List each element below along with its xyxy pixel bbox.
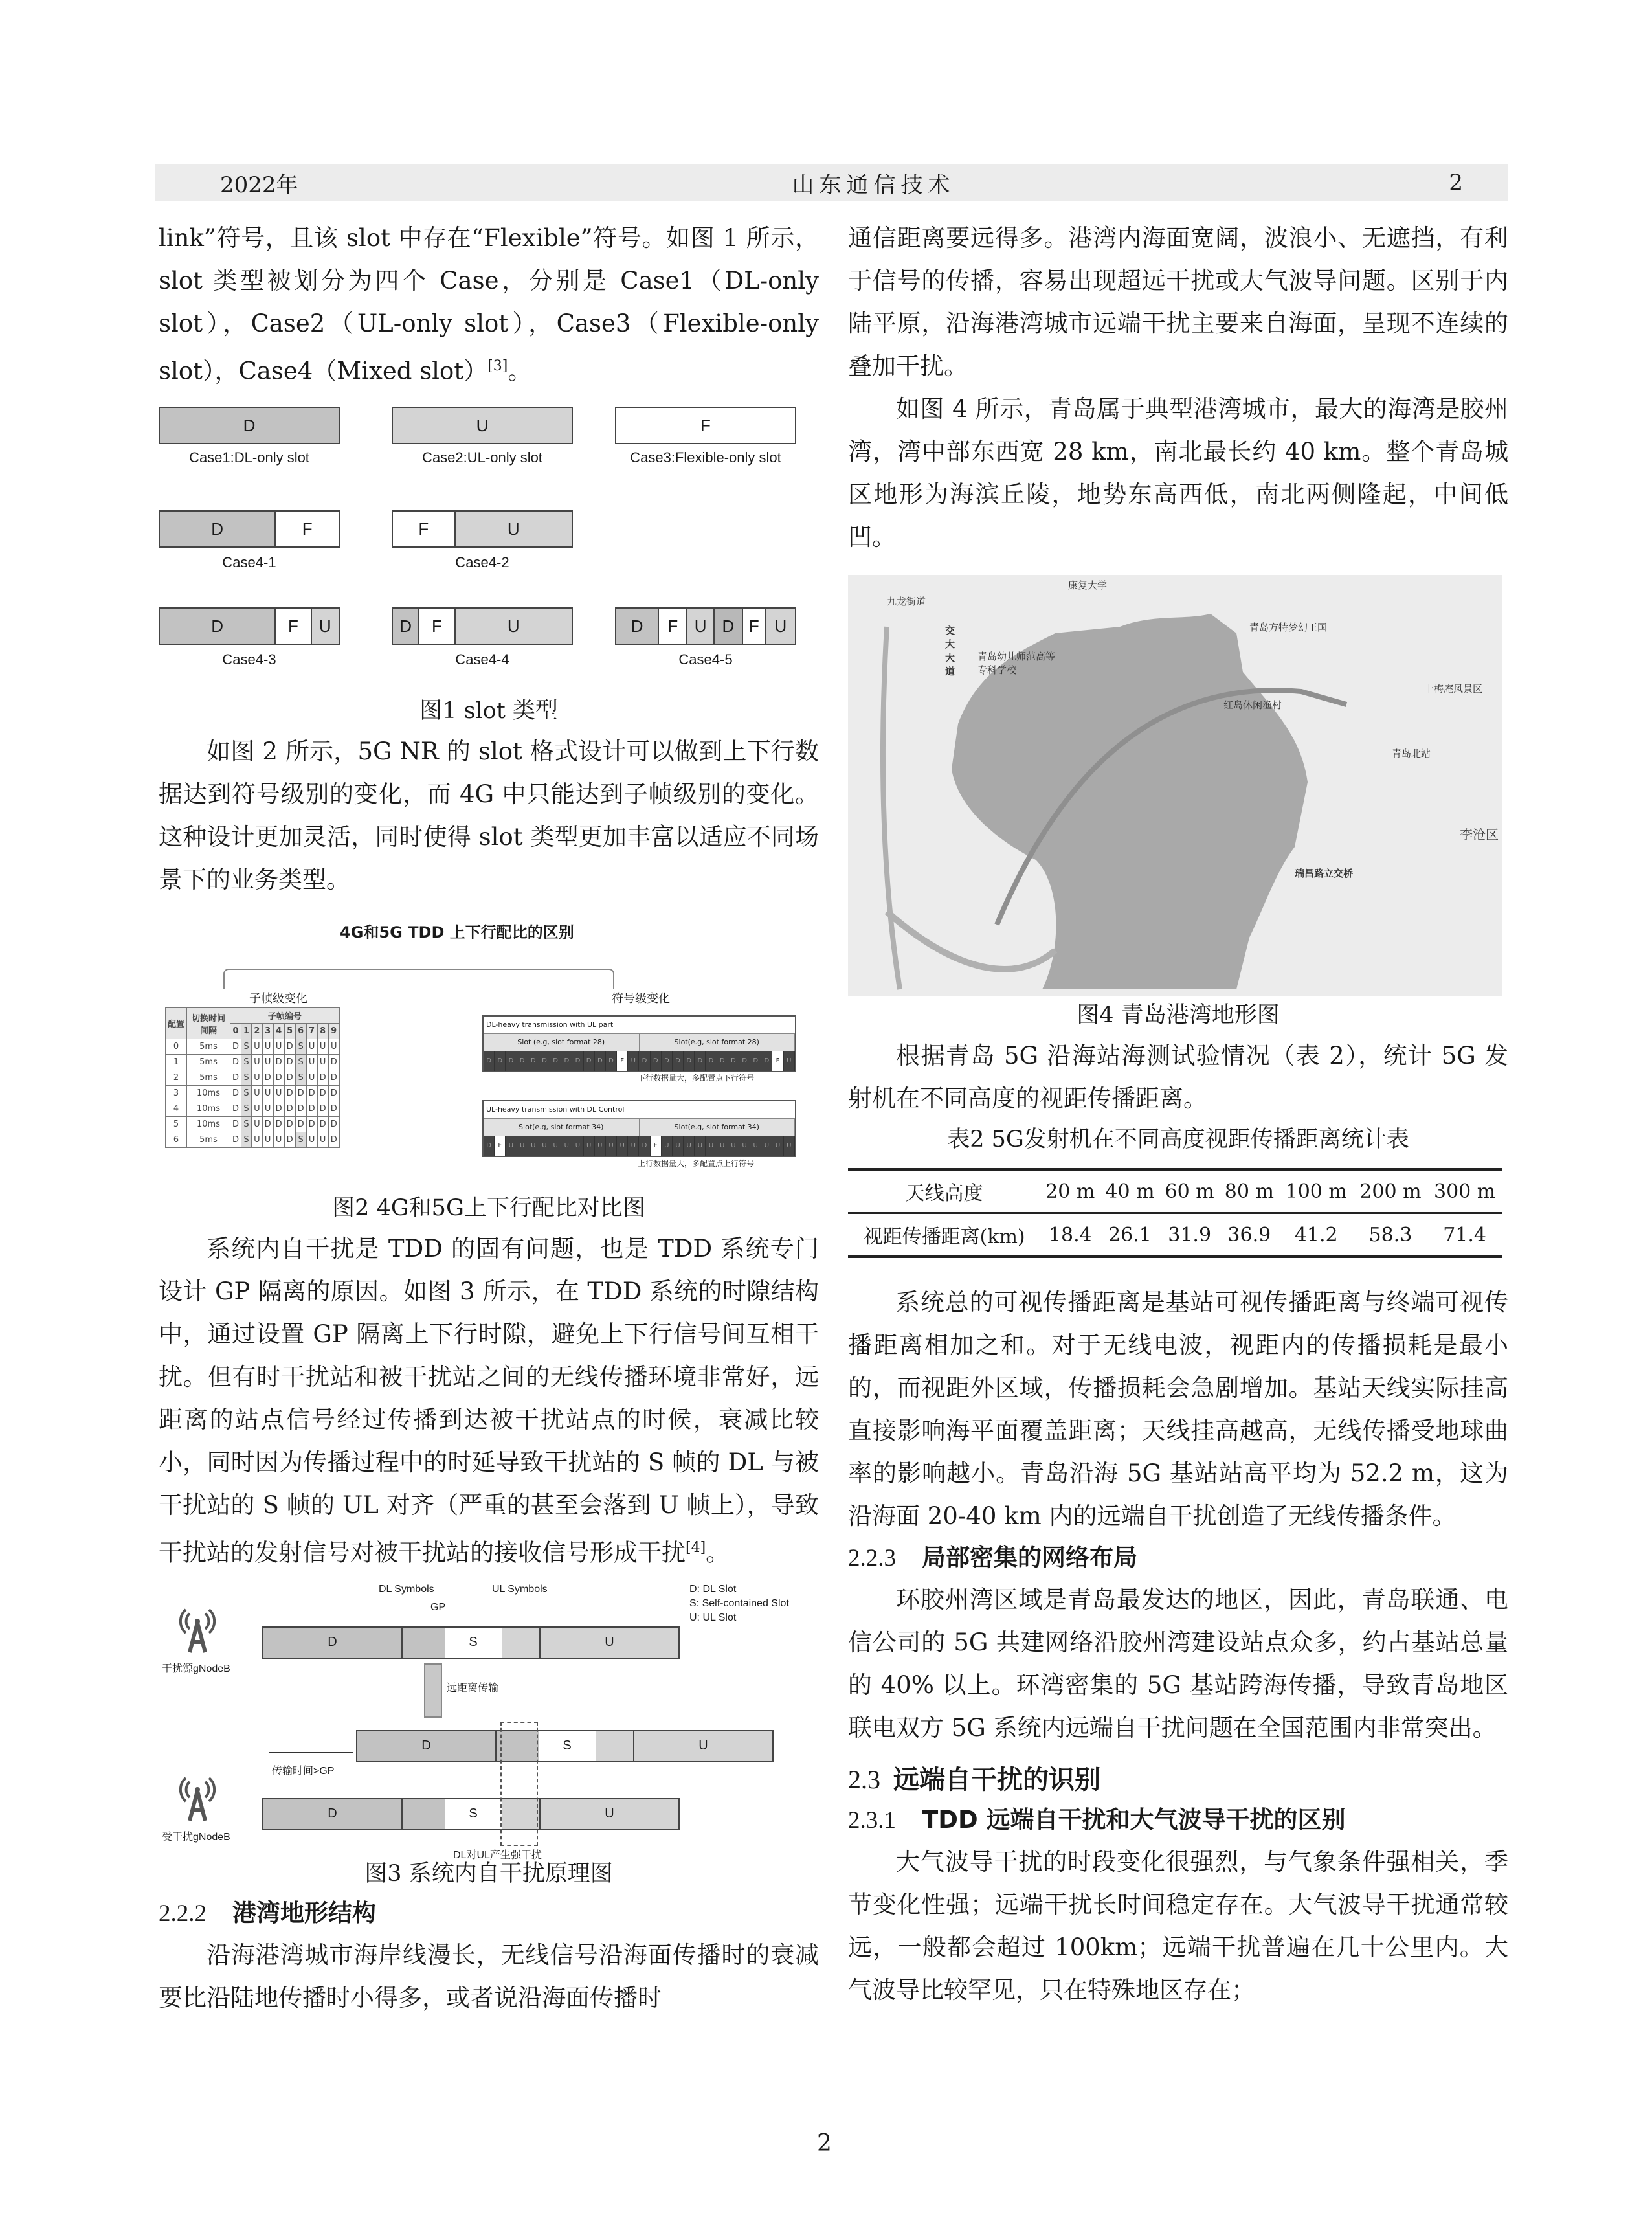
slot-case4-3-label: Case4-3 — [222, 651, 276, 668]
paragraph-self-interference: 系统内自干扰是 TDD 的固有问题，也是 TDD 系统专门设计 GP 隔离的原因。如图 3 所示，在 TDD 系统的时隙结构中，通过设置 GP 隔离上下行时隙，避免上下行信号间互相干扰。但有时干扰站和被干扰站之间的无线传播环境非常好，远距离的站点信号经过传播到达被干扰站点的时候，衰减比较小，同时因为传播过程中的时延导致干扰站的 S 帧的 DL 与被干扰站的 S 帧的 UL 对齐（严重的甚至会落到 U 帧上），导致干扰站的发射信号对被干扰站的接收信号形成干扰[4]。 — [159, 1235, 819, 1567]
paragraph-harbor-cont: 通信距离要远得多。港湾内海面宽阔，波浪小、无遮挡，有利于信号的传播，容易出现超远干扰或大气波导问题。区别于内陆平原，沿海港湾城市远端干扰主要来自海面，呈现不连续的叠加干扰。 — [848, 224, 1508, 380]
citation-4[interactable]: [4] — [686, 1540, 706, 1557]
delay-label: 传输时间>GP — [272, 1765, 335, 1777]
slot-case4-5: D F U D F U — [615, 607, 796, 645]
victim-gnodeb-label: 受干扰gNodeB — [162, 1831, 230, 1843]
ul-heavy-note: 上行数据量大，多配置点上行符号 — [638, 1159, 755, 1169]
long-distance-arrow — [424, 1663, 442, 1718]
table-2-los-distance — [848, 1168, 1502, 1258]
slot-case2: U — [392, 407, 573, 444]
aggressor-frame: D S U — [262, 1626, 680, 1659]
section-2-2-3-heading: 2.2.3 局部密集的网络布局 — [848, 1544, 1137, 1571]
paragraph-slot-cases: link”符号，且该 slot 中存在“Flexible”符号。如图 1 所示，slot 类型被划分为四个 Case，分别是 Case1（DL-only slot），Case2（UL-only slot），Case3（Flexible-only slot），Case4（Mixed slot）[3]。 — [159, 224, 819, 385]
delayed-frame: D S U — [356, 1730, 774, 1762]
aggressor-gnodeb-label: 干扰源gNodeB — [162, 1663, 230, 1674]
figure-2-tdd-ratio — [159, 917, 819, 1189]
paragraph-slot-format: 如图 2 所示，5G NR 的 slot 格式设计可以做到上下行数据达到符号级别的变化，而 4G 中只能达到子帧级别的变化。这种设计更加灵活，同时使得 slot 类型更加丰富以适应不同场景下的业务类型。 — [159, 737, 819, 894]
slot-case1: D — [159, 407, 340, 444]
left-column — [159, 217, 819, 2019]
paragraph-visual-distance: 系统总的可视传播距离是基站可视传播距离与终端可视传播距离相加之和。对于无线电波，视距内的传播损耗是最小的，而视距外区域，传播损耗会急剧增加。基站天线实际挂高直接影响海平面覆盖距离；天线挂高越高，无线传播受地球曲率的影响越小。青岛沿海 5G 基站站高平均为 52.2 m，这为沿海面 20-40 km 内的远端自干扰创造了无线传播条件。 — [848, 1288, 1508, 1530]
ul-symbols-label: UL Symbols — [492, 1583, 548, 1595]
header-journal-title: 山东通信技术 — [792, 172, 955, 198]
citation-3[interactable]: [3] — [487, 358, 508, 374]
dl-heavy-note: 下行数据量大，多配置点下行符号 — [638, 1074, 755, 1083]
paragraph-harbor: 沿海港湾城市海岸线漫长，无线信号沿海面传播时的衰减要比沿陆地传播时小得多，或者说沿海面传播时 — [159, 1940, 819, 2012]
table-row: 3 10ms D S U U U D D D D D — [166, 1086, 340, 1101]
ul-heavy-diagram: UL-heavy transmission with DL Control Slot(e.g, slot format 34) Slot(e.g, slot format 34) D F U U U U U U U U U U U U D F U U U U U U U U U U U U — [482, 1100, 796, 1157]
figure-1-slot-types — [159, 407, 819, 691]
table-row-heights: 天线高度 20 m 40 m 60 m 80 m 100 m 200 m 300 m — [848, 1169, 1502, 1213]
victim-frame: D S U — [262, 1798, 680, 1830]
table-row-distances: 视距传播距离(km) 18.4 26.1 31.9 36.9 41.2 58.3 71.4 — [848, 1213, 1502, 1257]
section-2-2-2-heading: 2.2.2 港湾地形结构 — [159, 1898, 376, 1927]
long-distance-label: 远距离传输 — [447, 1682, 499, 1694]
delay-arrow — [269, 1752, 353, 1753]
figure-1-caption: 图1 slot 类型 — [419, 698, 558, 725]
dl-heavy-diagram: DL-heavy transmission with UL part Slot (e.g, slot format 28) Slot(e.g, slot format 28) D D D D D D D D D D D D F U D D D D D D D D D D D D F U — [482, 1015, 796, 1072]
table-2-caption: 表2 5G发射机在不同高度视距传播距离统计表 — [947, 1127, 1409, 1152]
antenna-icon — [178, 1777, 217, 1822]
header-year: 2022年 — [220, 172, 298, 198]
table-row: 5 10ms D S U D D D D D D D — [166, 1117, 340, 1132]
table-row: 2 5ms D S U D D D S U D D — [166, 1070, 340, 1086]
gp-label: GP — [430, 1601, 446, 1613]
interference-highlight-box — [500, 1722, 538, 1846]
table-row: 6 5ms D S U U U D S U U D — [166, 1132, 340, 1148]
slot-case4-1-label: Case4-1 — [222, 554, 276, 571]
figure-2-title: 4G和5G TDD 上下行配比的区别 — [340, 923, 574, 942]
antenna-icon — [178, 1608, 217, 1654]
slot-case4-2: F U — [392, 510, 573, 548]
slot-case3: F — [615, 407, 796, 444]
branch-subframe-label: 子帧级变化 — [249, 992, 307, 1006]
section-2-3-heading: 2.3 远端自干扰的识别 — [848, 1765, 1100, 1795]
section-2-3-1-heading: 2.3.1 TDD 远端自干扰和大气波导干扰的区别 — [848, 1806, 1346, 1834]
running-header — [155, 164, 1508, 201]
slot-legend: D: DL Slot S: Self-contained Slot U: UL Slot — [689, 1583, 789, 1623]
slot-case4-4: D F U — [392, 607, 573, 645]
slot-case2-label: Case2:UL-only slot — [422, 449, 542, 466]
paragraph-table2-intro: 根据青岛 5G 沿海站海测试验情况（表 2），统计 5G 发射机在不同高度的视距传播距离。 — [848, 1042, 1508, 1112]
slot-case4-3: D F U — [159, 607, 340, 645]
branch-symbol-label: 符号级变化 — [612, 992, 670, 1006]
paragraph-dense-layout: 环胶州湾区域是青岛最发达的地区，因此，青岛联通、电信公司的 5G 共建网络沿胶州湾建设站点众多，约占基站总量的 40% 以上。环湾密集的 5G 基站跨海传播，导致青岛地区联电双方 5G 系统内远端自干扰问题在全国范围内非常突出。 — [848, 1586, 1508, 1742]
branch-brace — [223, 969, 614, 989]
paragraph-qingdao: 如图 4 所示，青岛属于典型港湾城市，最大的海湾是胶州湾，湾中部东西宽 28 km，南北最长约 40 km。整个青岛城区地形为海滨丘陵，地势东高西低，南北两侧隆起，中间低凹。 — [848, 395, 1508, 551]
figure-4-qingdao-map: 康复大学 九龙街道 青岛方特梦幻王国 十梅庵风景区 交大大道 青岛幼儿师范高等专科学校 红岛休闲渔村 青岛北站 李沧区 瑞昌路立交桥 — [848, 575, 1502, 996]
figure-3-caption: 图3 系统内自干扰原理图 — [364, 1860, 613, 1887]
dl-symbols-label: DL Symbols — [379, 1583, 434, 1595]
right-column — [848, 217, 1508, 2012]
slot-case1-label: Case1:DL-only slot — [189, 449, 309, 466]
figure-2-caption: 图2 4G和5G上下行配比对比图 — [332, 1195, 645, 1222]
figure-3-interference-diagram — [159, 1582, 819, 1861]
slot-case3-label: Case3:Flexible-only slot — [630, 449, 781, 466]
slot-case4-5-label: Case4-5 — [678, 651, 733, 668]
interference-label: DL对UL产生强干扰 — [453, 1849, 542, 1861]
figure-4-caption: 图4 青岛港湾地形图 — [1077, 1002, 1280, 1028]
table-row: 4 10ms D S U U D D D D D D — [166, 1101, 340, 1117]
table-row: 1 5ms D S U U D D S U U D — [166, 1055, 340, 1070]
tdd-config-table: 配置 切换时间间隔 子帧编号 0 1 2 3 4 5 6 7 8 9 0 5ms D S U U U D S U U U 1 5ms D S U U D D S U U D 2 5ms D S U D D D S U D D 3 10ms D S U U U D D D D D 4 10ms D S U U D D D D D D 5 10ms D S U D D D D D D D 6 5ms D S U U U D S U U D — [165, 1007, 340, 1148]
table-row: 0 5ms D S U U U D S U U U — [166, 1039, 340, 1055]
header-page-number: 2 — [1449, 170, 1463, 196]
page-number-footer: 2 — [817, 2130, 832, 2157]
slot-case4-1: D F — [159, 510, 340, 548]
paragraph-ducting-vs-remote: 大气波导干扰的时段变化很强烈，与气象条件强相关，季节变化性强；远端干扰长时间稳定存在。大气波导干扰通常较远，一般都会超过 100km；远端干扰普遍在几十公里内。大气波导比较罕见，只在特殊地区存在； — [848, 1848, 1508, 2004]
slot-case4-2-label: Case4-2 — [455, 554, 509, 571]
slot-case4-4-label: Case4-4 — [455, 651, 509, 668]
